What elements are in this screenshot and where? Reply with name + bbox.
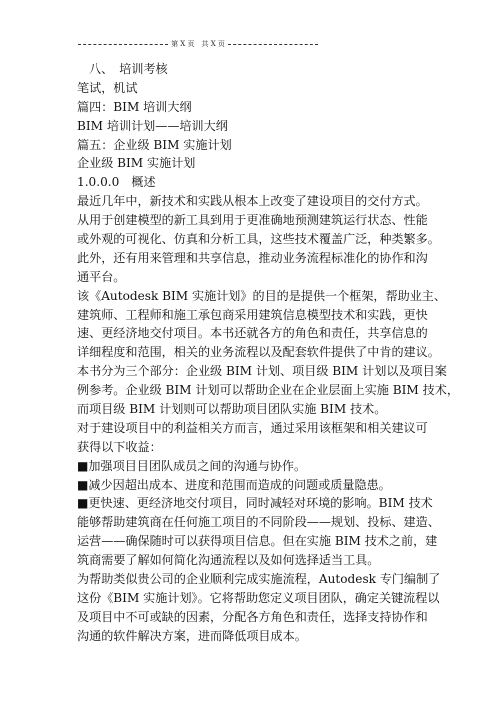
text-line: 企业级 BIM 实施计划 — [77, 156, 196, 171]
page-number-label: 第 X 页 共 X 页 — [171, 40, 225, 48]
text-line: 速、更经济地交付项目。本书还就各方的角色和责任，共享信息的 — [77, 326, 428, 341]
text-line: 沟通的软件解决方案，进而降低项目成本。 — [77, 628, 307, 643]
text-line: 篇四：BIM 培训大纲 — [77, 99, 192, 114]
text-line: 本书分为三个部分：企业级 BIM 计划、项目级 BIM 计划以及项目案 — [77, 364, 447, 379]
document-body — [77, 60, 459, 646]
text-line: 例参考。企业级 BIM 计划可以帮助企业在企业层面上实施 BIM 技术， — [77, 383, 459, 398]
text-line: 这份《BIM 实施计划》。它将帮助您定义项目团队，确定关键流程以 — [77, 590, 440, 605]
text-line: 通平台。 — [77, 269, 126, 284]
header-rule-left — [78, 44, 168, 45]
text-line: ■更快速、更经济地交付项目，同时减轻对环境的影响。BIM 技术 — [77, 496, 433, 511]
text-line: 1.0.0.0 概述 — [77, 175, 156, 190]
text-line: 对于建设项目中的利益相关方而言，通过采用该框架和相关建议可 — [77, 420, 428, 435]
text-line: 及项目中不可或缺的因素，分配各方角色和责任，选择支持协作和 — [77, 609, 428, 624]
text-line: 运营——确保随时可以获得项目信息。但在实施 BIM 技术之前，建 — [77, 534, 438, 549]
text-line: 为帮助类似贵公司的企业顺利完成实施流程，Autodesk 专门编制了 — [77, 572, 441, 587]
text-line: BIM 培训计划——培训大纲 — [77, 118, 228, 133]
text-line: 或外观的可视化、仿真和分析工具，这些技术覆盖广泛，种类繁多。 — [77, 232, 440, 247]
header-rule-right — [228, 44, 318, 45]
text-line: 该《Autodesk BIM 实施计划》的目的是提供一个框架，帮助业主、 — [77, 288, 446, 303]
text-line: 最近几年中，新技术和实践从根本上改变了建设项目的交付方式。 — [77, 194, 428, 209]
text-line: ■加强项目目团队成员之间的沟通与协作。 — [77, 458, 307, 473]
text-line: 详细程度和范围，相关的业务流程以及配套软件提供了中肯的建议。 — [77, 345, 440, 360]
text-line: 获得以下收益： — [77, 439, 162, 454]
text-line: 能够帮助建筑商在任何施工项目的不同阶段——规划、投标、建造、 — [77, 515, 440, 530]
text-line: 从用于创建模型的新工具到用于更准确地预测建筑运行状态、性能 — [77, 213, 428, 228]
text-line: 笔试，机试 — [77, 80, 138, 95]
text-line: 而项目级 BIM 计划则可以帮助项目团队实施 BIM 技术。 — [77, 402, 387, 417]
text-line: ■减少因超出成本、进度和范围而造成的问题或质量隐患。 — [77, 477, 391, 492]
text-line: 篇五：企业级 BIM 实施计划 — [77, 137, 232, 152]
text-line: 此外，还有用来管理和共享信息，推动业务流程标准化的协作和沟 — [77, 250, 428, 265]
text-line: 八、 培训考核 — [89, 62, 168, 76]
text-line: 建筑师、工程师和施工承包商采用建筑信息模型技术和实践，更快 — [77, 307, 428, 322]
page-header — [78, 38, 318, 50]
text-line: 筑商需要了解如何简化沟通流程以及如何选择适当工具。 — [77, 553, 380, 568]
